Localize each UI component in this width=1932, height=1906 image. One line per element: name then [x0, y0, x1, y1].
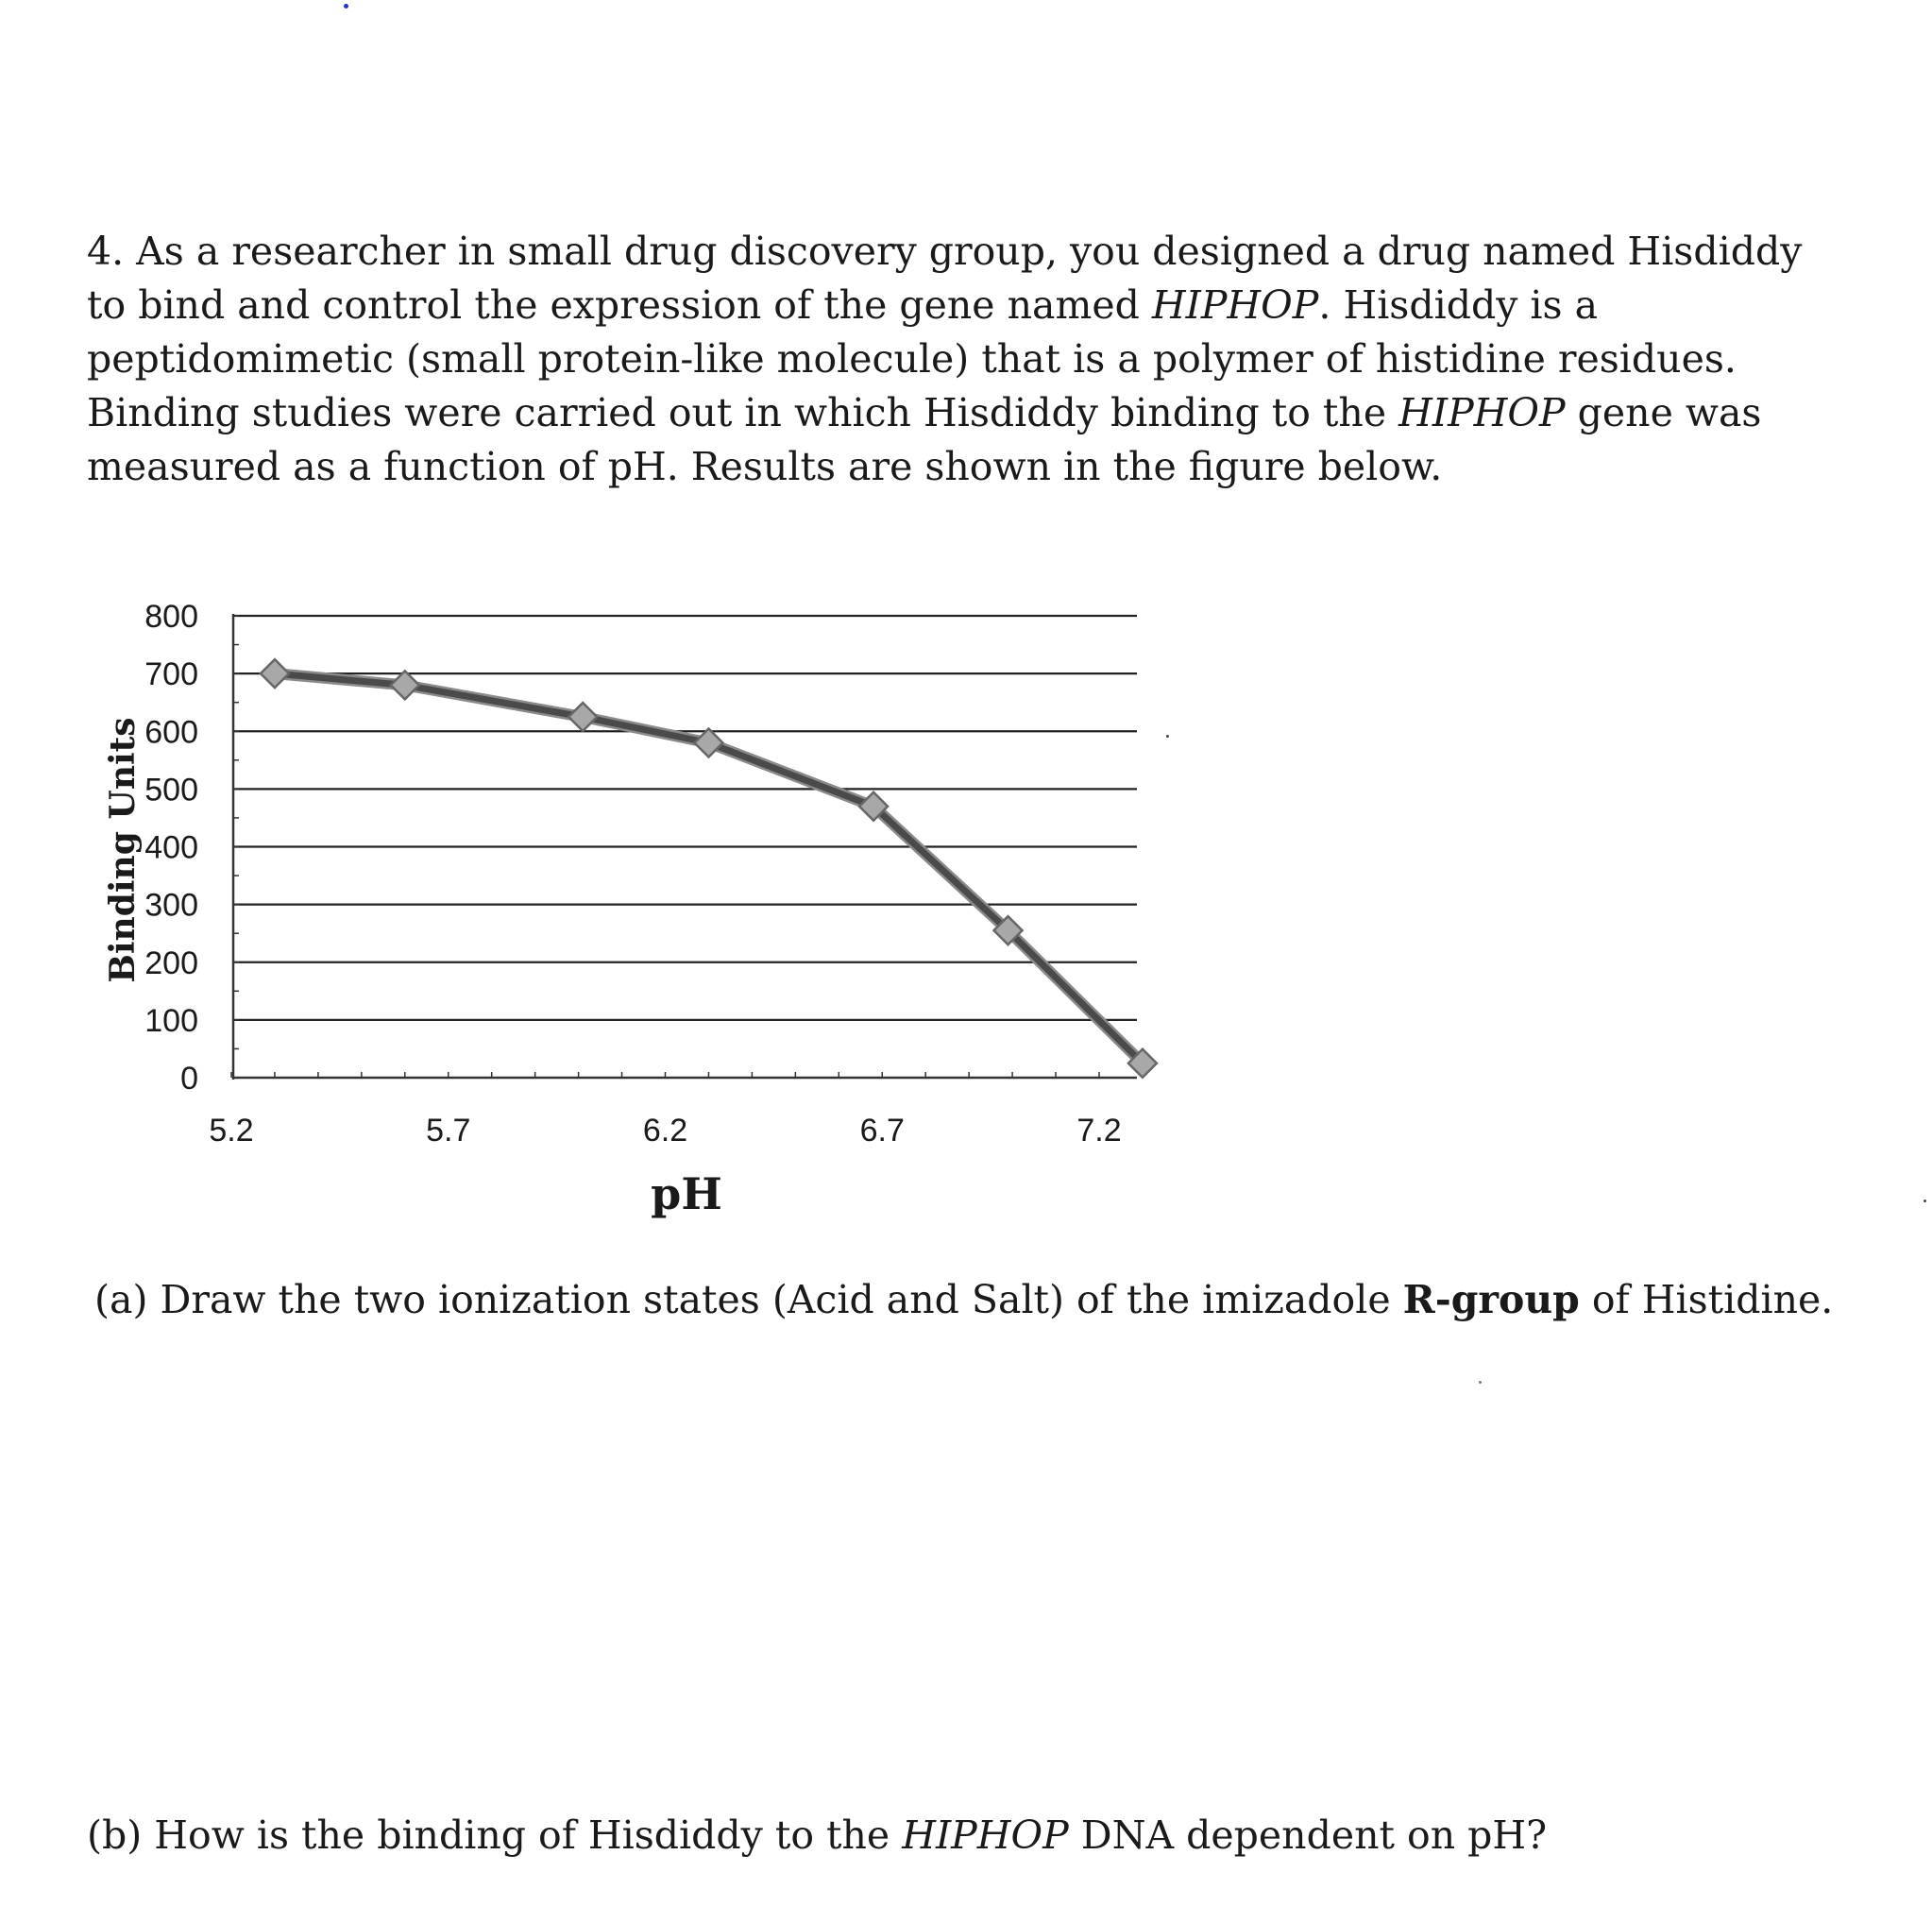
question-stem-text-2: . Hisdiddy is a peptidomimetic (small protein-like molecule) that is a polymer of histidine residues.: [87, 282, 1737, 382]
y-tick-label: 100: [144, 1002, 198, 1039]
part-b-text-2: DNA dependent on pH?: [1068, 1812, 1548, 1858]
y-tick-label: 200: [144, 944, 198, 981]
y-axis-label: Binding Units: [103, 717, 143, 983]
x-tick-label: 6.2: [642, 1113, 688, 1149]
scan-speck: [1479, 1381, 1482, 1384]
data-point-marker: [261, 659, 289, 688]
part-a-text-2: of Histidine.: [1579, 1277, 1834, 1322]
scan-speck: [1924, 1200, 1926, 1202]
part-a-question: [94, 1273, 1833, 1327]
part-b-question: [87, 1809, 1547, 1863]
part-b-text-1: (b) How is the binding of Hisdiddy to the: [87, 1812, 903, 1858]
scan-speck: [1166, 735, 1169, 738]
part-b-gene-name: HIPHOP: [902, 1812, 1069, 1858]
y-tick-labels: [144, 599, 198, 1097]
x-axis-label: pH: [651, 1168, 722, 1219]
y-tick-label: 0: [180, 1061, 198, 1097]
x-tick-label: 5.7: [426, 1113, 471, 1149]
question-number: 4.: [87, 229, 125, 274]
part-a-bold-term: R-group: [1402, 1277, 1580, 1322]
binding-study-text-2: gene was measured as a function of pH. Results are shown in the figure below.: [87, 390, 1762, 489]
gene-name-1: HIPHOP: [1151, 282, 1319, 328]
y-tick-label: 400: [144, 829, 198, 866]
y-tick-label: 800: [144, 599, 198, 635]
x-tick-label: 7.2: [1076, 1113, 1122, 1149]
y-tick-label: 600: [144, 714, 198, 751]
binding-study-text-1: Binding studies were carried out in which Hisdiddy binding to the: [87, 390, 1399, 435]
x-tick-label: 6.7: [859, 1113, 905, 1149]
y-tick-label: 700: [144, 656, 198, 693]
y-tick-label: 300: [144, 887, 198, 924]
scan-speck: [344, 4, 348, 9]
x-tick-labels: [209, 1113, 1121, 1149]
question-stem-text-1: As a researcher in small drug discovery group, you designed a drug named Hisdiddy to bind and control the expression of the gene named: [87, 229, 1803, 328]
gene-name-2: HIPHOP: [1398, 390, 1566, 435]
part-a-text-1: (a) Draw the two ionization states (Acid and Salt) of the imizadole: [94, 1277, 1403, 1322]
data-point-marker: [391, 671, 419, 699]
data-point-marker: [568, 703, 597, 731]
data-series: [261, 659, 1157, 1078]
y-tick-label: 500: [144, 772, 198, 808]
x-tick-label: 5.2: [209, 1113, 254, 1149]
